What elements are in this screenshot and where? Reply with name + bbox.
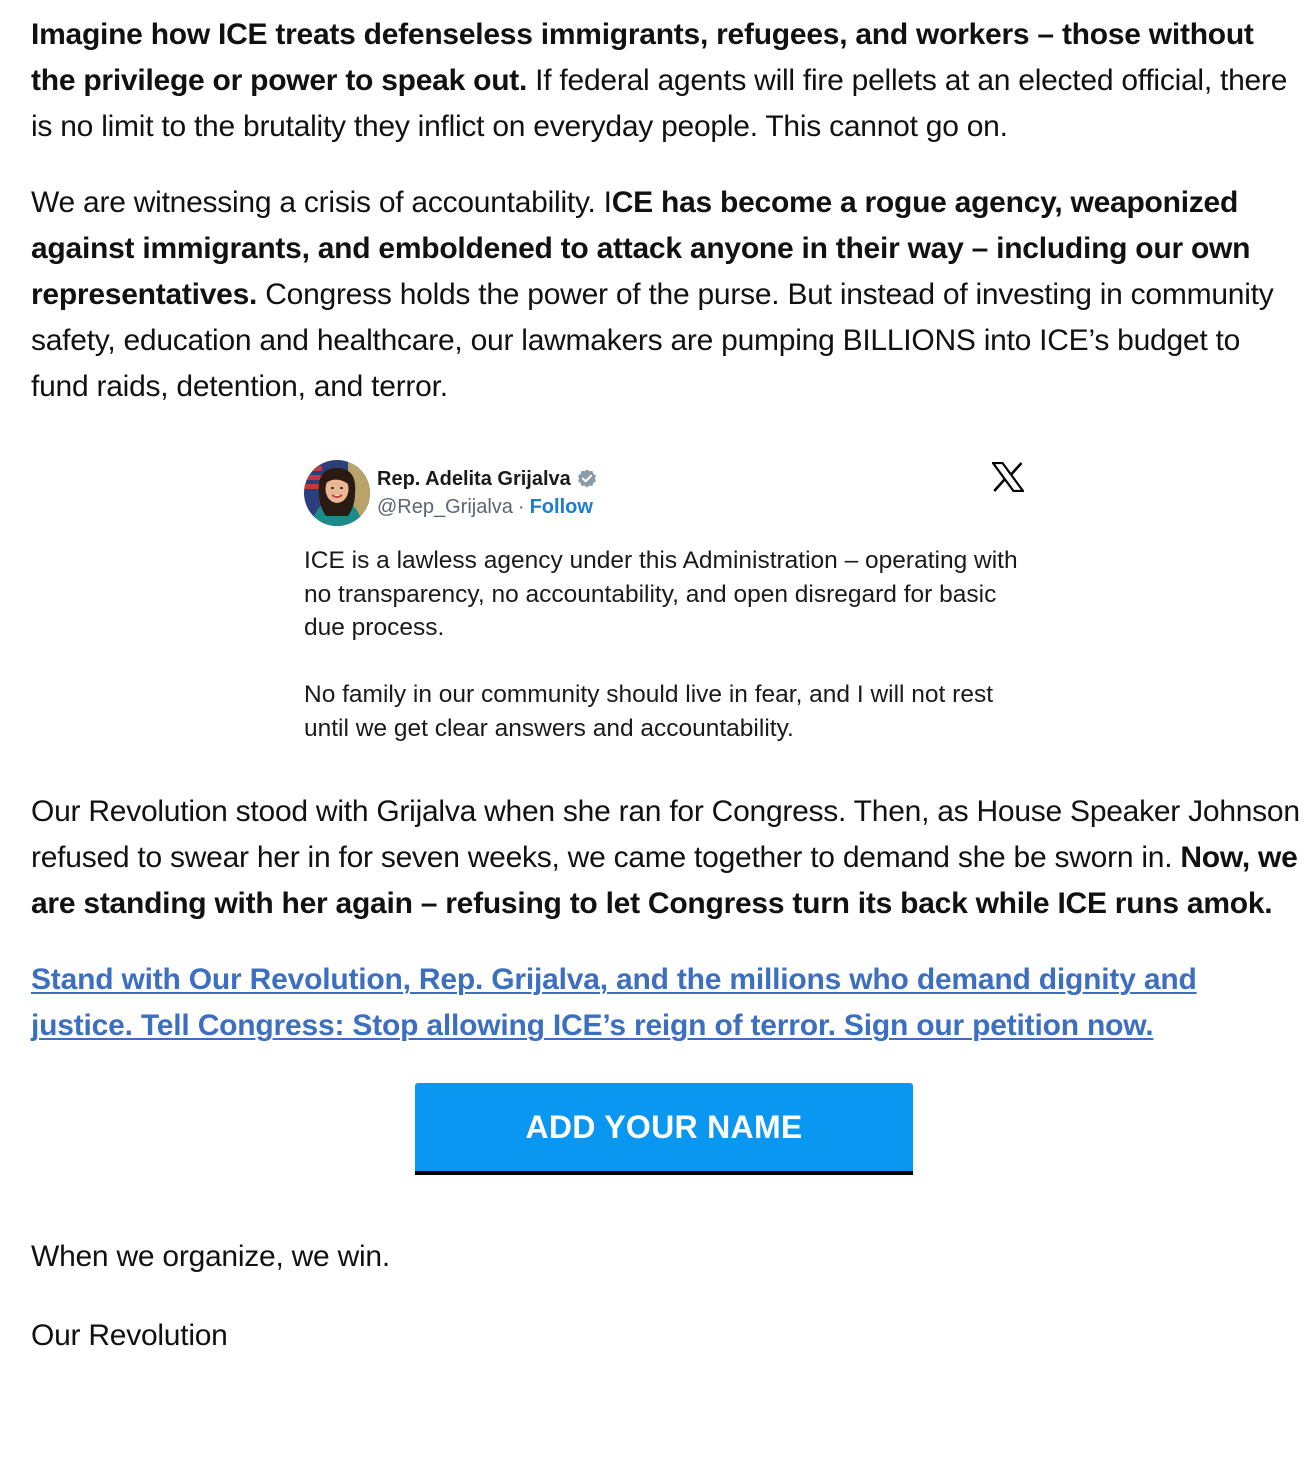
tweet-handle-row <box>377 496 593 519</box>
paragraph-1 <box>31 12 1301 150</box>
petition-link[interactable]: Stand with Our Revolution, Rep. Grijalva, and the millions who demand dignity and justice. Tell Congress: Stop allowing ICE’s reign of terror. Sign our petition now. <box>31 963 1197 1042</box>
email-body <box>31 12 1301 1359</box>
paragraph-2 <box>31 180 1301 410</box>
tweet-text-paragraph-1: ICE is a lawless agency under this Administration – operating with no transparency, no accountability, and open disregard for basic due process. <box>304 547 1018 641</box>
avatar-image <box>304 460 370 526</box>
paragraph-3-bold: Now, we are standing with her again – refusing to let Congress turn its back while ICE runs amok. <box>31 841 1298 920</box>
paragraph-3 <box>31 789 1301 927</box>
tweet-text-paragraph-2: No family in our community should live in fear, and I will not rest until we get clear answers and accountability. <box>304 681 994 742</box>
paragraph-1-text: If federal agents will fire pellets at an elected official, there is no limit to the brutality they inflict on everyday people. This cannot go on. <box>31 64 1288 143</box>
tweet-handle[interactable]: @Rep_Grijalva <box>377 496 513 518</box>
tweet-author-row <box>377 466 598 492</box>
paragraph-1-bold: Imagine how ICE treats defenseless immigrants, refugees, and workers – those without the privilege or power to speak out. <box>31 18 1254 97</box>
cta-container <box>31 1083 1301 1179</box>
x-logo-icon[interactable] <box>992 462 1024 492</box>
tweet-follow-link[interactable]: Follow <box>529 496 593 518</box>
tweet-separator: · <box>517 496 525 518</box>
closing-line: When we organize, we win. <box>31 1240 390 1273</box>
add-your-name-button[interactable]: ADD YOUR NAME <box>415 1083 913 1175</box>
paragraph-3-text: Our Revolution stood with Grijalva when she ran for Congress. Then, as House Speaker Johnson refused to swear her in for seven weeks, we came together to demand she be sworn in. <box>31 795 1300 874</box>
verified-badge-icon <box>576 468 598 490</box>
paragraph-2-text-start: We are witnessing a crisis of accountability. I <box>31 186 612 219</box>
tweet-author-name[interactable]: Rep. Adelita Grijalva <box>377 467 571 490</box>
paragraph-2-text-end: Congress holds the power of the purse. But instead of investing in community safety, education and healthcare, our lawmakers are pumping BILLIONS into ICE’s budget to fund raids, detention, and terror. <box>31 278 1274 403</box>
tweet-body <box>304 544 1034 745</box>
signature: Our Revolution <box>31 1319 228 1352</box>
tweet-avatar[interactable] <box>304 460 370 526</box>
embedded-tweet[interactable] <box>304 458 1034 758</box>
paragraph-2-bold: CE has become a rogue agency, weaponized against immigrants, and emboldened to attack anyone in their way – including our own representatives. <box>31 186 1251 311</box>
